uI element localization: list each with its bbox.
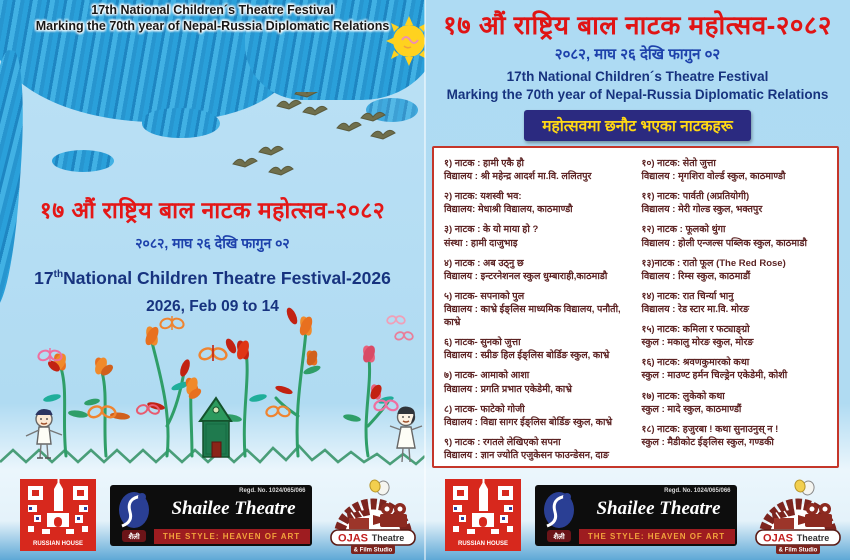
play-school-line: स्कुल : माउण्ट हर्मन चिल्ड्रेन एकेडेमी, कोशी [641,370,788,382]
play-title-line: ६) नाटक- सुनको जुत्ता [444,337,521,349]
russian-house-label: RUSSIAN HOUSE [32,541,84,547]
play-school-line: विद्यालय : विद्या सागर ईङ्लिस बोर्डिङ स्कुल, काभ्रे [444,416,613,428]
right-english-line1: 17th National Children´s Theatre Festival [506,69,769,84]
left-english-date: 2026, Feb 09 to 14 [146,298,279,315]
play-title-line: १३)नाटक : रातो फूल (The Red Rose) [641,257,786,269]
plays-column-1 [444,157,632,468]
play-list-item [444,403,632,429]
plays-columns [444,157,829,468]
shailee-regd-number: Regd. No. 1024/065/066 [664,487,731,494]
left-english-title [0,268,425,289]
shailee-devanagari-mark: शैली [552,533,565,541]
left-header [0,3,425,34]
play-school-line: विद्यालय: मेधाश्री विद्यालय, काठमाण्डौ [444,204,573,216]
play-title-line: ८) नाटक- फाटेको गोजी [444,403,525,415]
play-list-item [642,257,830,283]
girl-figure [390,407,422,462]
play-school-line: विद्यालय : काभ्रे ईङ्लिस माध्यमिक विद्यालय, पनौती, काभ्रे [444,303,621,329]
shailee-tagline: THE STYLE: HEAVEN OF ART [154,529,310,544]
play-title-line: ५) नाटक- सपनाको पुल [444,290,525,302]
left-logos-row [0,476,425,554]
ojas-sub: & Film Studio [353,547,393,554]
shailee-name: Shailee Theatre [596,497,721,519]
left-nepali-title: १७ औं राष्ट्रिय बाल नाटक महोत्सव-२०८२ [39,197,386,223]
play-list-item [642,157,830,183]
birds-flock-icon [225,92,425,192]
crayon-cloud [142,108,220,138]
ojas-name2: Theatre [371,533,405,543]
boy-figure [26,410,62,458]
shailee-figure-icon [114,488,156,544]
play-school-line: विद्यालय : इन्टरनेशनल स्कुल धुम्बाराही,काठमाडौ [444,270,608,282]
house-drawing [200,398,231,457]
left-nepali-date: २०८२, माघ २६ देखि फागुन ०२ [135,235,290,251]
selection-banner-wrap [425,110,850,141]
play-school-line: विद्यालय : प्रगति प्रभात एकेडेमी, काभ्रे [444,383,572,395]
play-school-line: विद्यालय : मेरी गोल्ड स्कुल, भक्तपुर [641,204,763,216]
theatre-masks-icon [369,479,391,496]
english-title-ordinal: th [53,269,64,281]
play-title-line: १२) नाटक : फूलको थुंगा [641,224,726,236]
ojas-name2: Theatre [796,533,830,543]
play-list-item [444,223,632,249]
play-list-item [444,369,632,395]
play-school-line: स्कुल : मकालु मोरङ स्कुल, मोरङ [641,337,754,349]
english-title-text: National Children Theatre Festival-2026 [63,268,391,288]
children-drawing [0,306,425,472]
play-school-line: विद्यालय : रिम्स स्कुल, काठमाडौं [641,270,751,282]
play-list-item [444,436,632,462]
shailee-devanagari-mark: शैली [127,533,140,541]
play-list-item [642,290,830,316]
right-logos-row [425,476,850,554]
ojas-theatre-logo [750,476,846,554]
left-header-line2: Marking the 70th year of Nepal-Russia Diplomatic Relations [35,18,390,33]
play-list-item [642,190,830,216]
play-title-line: ११) नाटक: पार्वती (अप्रतियोगी) [641,191,750,203]
play-title-line: ३) नाटक : के यो माया हो ? [444,224,539,236]
play-school-line: विद्यालय : ज्ञान ज्योति एजुकेसन फाउन्डेसन, दाङ [444,449,609,461]
play-list-item [642,423,830,449]
play-title-line: १०) नाटक: सेतो जुत्ता [641,158,716,169]
play-school-line: स्कुल : मादे स्कुल, काठमाण्डौं [641,403,742,415]
ojas-theatre-logo [325,476,421,554]
plays-column-2 [642,157,830,468]
english-title-number: 17 [34,268,54,288]
right-english-line2: Marking the 70th year of Nepal-Russia Diplomatic Relations [446,86,829,102]
right-nepali-title: १७ औं राष्ट्रिय बाल नाटक महोत्सव-२०८२ [443,10,832,40]
left-header-line1: 17th National Children´s Theatre Festival [91,3,334,17]
shailee-figure-icon [539,488,581,544]
shailee-tagline: THE STYLE: HEAVEN OF ART [579,529,735,544]
play-title-line: १४) नाटक: रात चिर्न्या भानु [641,290,734,302]
play-list-item [444,257,632,283]
play-school-line: विद्यालय : मृगशिरा वोर्ल्ड स्कुल, काठमाण्डौ [641,171,786,183]
play-list-item [642,356,830,382]
right-panel [425,0,850,560]
russian-house-logo [445,479,521,551]
play-title-line: १) नाटक : हामी एकै हौ [444,158,524,169]
play-list-item [642,223,830,249]
play-school-line: विद्यालय : श्री महेन्द्र आदर्श मा.वि. ललितपुर [444,171,592,183]
ojas-sub: & Film Studio [778,547,818,554]
play-school-line: संस्था : हामी दाजुभाइ [444,237,518,249]
play-list-item [642,323,830,349]
play-school-line: स्कुल : मैडीकोट ईङ्लिस स्कुल, गण्डकी [641,436,774,448]
right-english-header [425,68,850,103]
play-list-item [642,390,830,416]
play-list-item [444,190,632,216]
play-list-item [444,336,632,362]
selection-banner: महोत्सवमा छनौट भएका नाटकहरू [524,110,751,141]
theatre-masks-icon [794,479,816,496]
shailee-name: Shailee Theatre [171,497,296,519]
shailee-theatre-logo [535,485,737,546]
play-list-item [444,290,632,329]
play-title-line: १७) नाटक: लुकेको कथा [641,390,725,402]
play-title-line: १५) नाटक: कमिला र फट्याङ्ग्रो [641,324,750,336]
play-school-line: विद्यालय : स्प्रीङ हिल ईङ्लिस बोर्डिङ स्कुल, काभ्रे [444,350,610,362]
play-title-line: २) नाटक: यशस्वी भव: [444,191,522,203]
shailee-theatre-logo [110,485,312,546]
play-title-line: ७) नाटक- आमाको आशा [444,370,530,382]
shailee-regd-number: Regd. No. 1024/065/066 [239,487,306,494]
flower-blooms [46,306,384,401]
ojas-name: OJAS [338,532,368,545]
play-list-item [444,157,632,183]
play-title-line: ९) नाटक : रगतले लेखिएको सपना [444,436,561,448]
play-school-line: विद्यालय : होली एन्जल्स पब्लिक स्कुल, काठमाडौ [641,237,807,249]
play-title-line: १६) नाटक: श्रवणकुमारको कथा [641,357,750,369]
selected-plays-box [432,146,839,468]
play-school-line: विद्यालय : रेड स्टार मा.वि. मोरङ [641,303,750,315]
play-title-line: ४) नाटक : अब उठ्नु छ [444,257,524,269]
play-title-line: १८) नाटक: हजुरबा ! कथा सुनाउनुस् न ! [641,423,779,435]
left-titles [0,193,425,316]
panel-divider [424,0,426,560]
ojas-name: OJAS [763,532,793,545]
russian-house-label: RUSSIAN HOUSE [457,541,509,547]
russian-house-logo [20,479,96,551]
crayon-cloud [52,150,114,172]
right-nepali-date: २०८२, माघ २६ देखि फागुन ०२ [554,46,721,63]
